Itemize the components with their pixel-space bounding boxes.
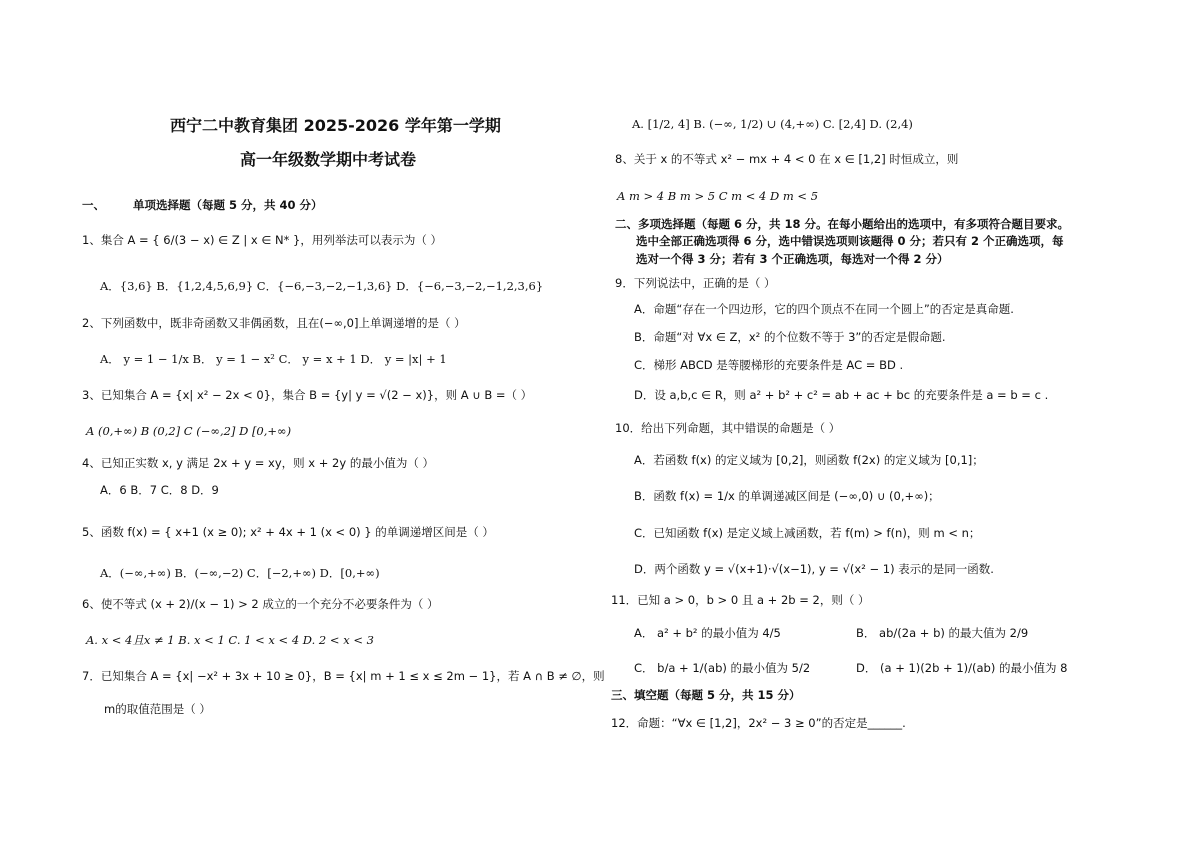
question-10-option-b: B．函数 f(x) = 1/x 的单调递减区间是 (−∞,0) ∪ (0,+∞)； xyxy=(634,489,940,503)
question-10-option-a: A．若函数 f(x) 的定义域为 [0,2]，则函数 f(2x) 的定义域为 [0,1]； xyxy=(634,453,984,467)
question-8: 8、关于 x 的不等式 x² − mx + 4 < 0 在 x ∈ [1,2] 时恒成立，则 xyxy=(615,152,959,166)
question-7-continued: m的取值范围是（ ） xyxy=(104,702,211,716)
question-10-option-c: C．已知函数 f(x) 是定义域上减函数，若 f(m) > f(n)，则 m < n； xyxy=(634,526,981,540)
question-9-option-b: B．命题“对 ∀x ∈ Z，x² 的个位数不等于 3”的否定是假命题. xyxy=(634,330,946,344)
section2-title-line3: 选对一个得 3 分；若有 3 个正确选项，每选对一个得 2 分） xyxy=(636,252,949,266)
question-4: 4、已知正实数 x, y 满足 2x + y = xy，则 x + 2y 的最小值为（ ） xyxy=(82,456,434,470)
question-3: 3、已知集合 A = {x| x² − 2x < 0}，集合 B = {y| y = √(2 − x)}，则 A ∪ B =（ ） xyxy=(82,388,533,402)
section1-title: 单项选择题（每题 5 分，共 40 分） xyxy=(133,198,323,212)
section3-title: 三、填空题（每题 5 分，共 15 分） xyxy=(611,688,801,702)
question-9: 9．下列说法中，正确的是（ ） xyxy=(615,276,776,290)
question-2: 2、下列函数中，既非奇函数又非偶函数，且在(−∞,0]上单调递增的是（ ） xyxy=(82,316,466,330)
question-10-option-d: D．两个函数 y = √(x+1)·√(x−1), y = √(x² − 1) 表示的是同一函数. xyxy=(634,562,994,576)
question-7: 7．已知集合 A = {x| −x² + 3x + 10 ≥ 0}，B = {x| m + 1 ≤ x ≤ 2m − 1}，若 A ∩ B ≠ ∅，则 xyxy=(82,669,605,683)
question-11-option-d: D． (a + 1)(2b + 1)/(ab) 的最小值为 8 xyxy=(856,661,1068,675)
question-7-options: A. [1/2, 4] B. (−∞, 1/2) ∪ (4,+∞) C. [2,4] D. (2,4) xyxy=(632,117,913,131)
question-12: 12．命题：“∀x ∈ [1,2]，2x² − 3 ≥ 0”的否定是______. xyxy=(611,716,906,730)
exam-title-line1: 西宁二中教育集团 2025-2026 学年第一学期 xyxy=(170,116,501,135)
question-1-options: A．{3,6} B．{1,2,4,5,6,9} C．{−6,−3,−2,−1,3,6} D．{−6,−3,−2,−1,2,3,6} xyxy=(100,279,544,293)
section2-title-line1: 二、多项选择题（每题 6 分，共 18 分。在每小题给出的选项中，有多项符合题目要求。 xyxy=(615,217,1070,231)
question-3-options: A (0,+∞) B (0,2] C (−∞,2] D [0,+∞) xyxy=(86,424,292,438)
question-2-options: A． y = 1 − 1/x B． y = 1 − x² C． y = x + 1 D． y = |x| + 1 xyxy=(100,352,447,366)
question-9-option-c: C．梯形 ABCD 是等腰梯形的充要条件是 AC = BD . xyxy=(634,358,904,372)
question-8-options: A m > 4 B m > 5 C m < 4 D m < 5 xyxy=(617,189,819,203)
question-11-option-b: B． ab/(2a + b) 的最大值为 2/9 xyxy=(856,626,1029,640)
question-5: 5、函数 f(x) = { x+1 (x ≥ 0); x² + 4x + 1 (x < 0) } 的单调递增区间是（ ） xyxy=(82,525,494,539)
exam-title-line2: 高一年级数学期中考试卷 xyxy=(240,150,417,169)
question-4-options: A．6 B．7 C．8 D．9 xyxy=(100,483,219,497)
question-11: 11．已知 a > 0，b > 0 且 a + 2b = 2，则（ ） xyxy=(611,593,870,607)
question-11-option-c: C． b/a + 1/(ab) 的最小值为 5/2 xyxy=(634,661,811,675)
question-6-options: A. x < 4且x ≠ 1 B. x < 1 C. 1 < x < 4 D. 2 < x < 3 xyxy=(86,633,374,647)
question-10: 10．给出下列命题，其中错误的命题是（ ） xyxy=(615,421,841,435)
question-9-option-d: D．设 a,b,c ∈ R，则 a² + b² + c² = ab + ac + bc 的充要条件是 a = b = c . xyxy=(634,388,1049,402)
section1-number: 一、 xyxy=(82,198,105,212)
section2-title-line2: 选中全部正确选项得 6 分，选中错误选项则该题得 0 分；若只有 2 个正确选项，每 xyxy=(636,234,1064,248)
question-11-option-a: A． a² + b² 的最小值为 4/5 xyxy=(634,626,781,640)
question-6: 6、使不等式 (x + 2)/(x − 1) > 2 成立的一个充分不必要条件为（ ） xyxy=(82,597,439,611)
question-1: 1、集合 A = { 6/(3 − x) ∈ Z | x ∈ N* }，用列举法可以表示为（ ） xyxy=(82,233,442,247)
question-9-option-a: A．命题“存在一个四边形，它的四个顶点不在同一个圆上”的否定是真命题. xyxy=(634,302,1014,316)
question-5-options: A．(−∞,+∞) B．(−∞,−2) C．[−2,+∞) D．[0,+∞) xyxy=(100,566,380,580)
